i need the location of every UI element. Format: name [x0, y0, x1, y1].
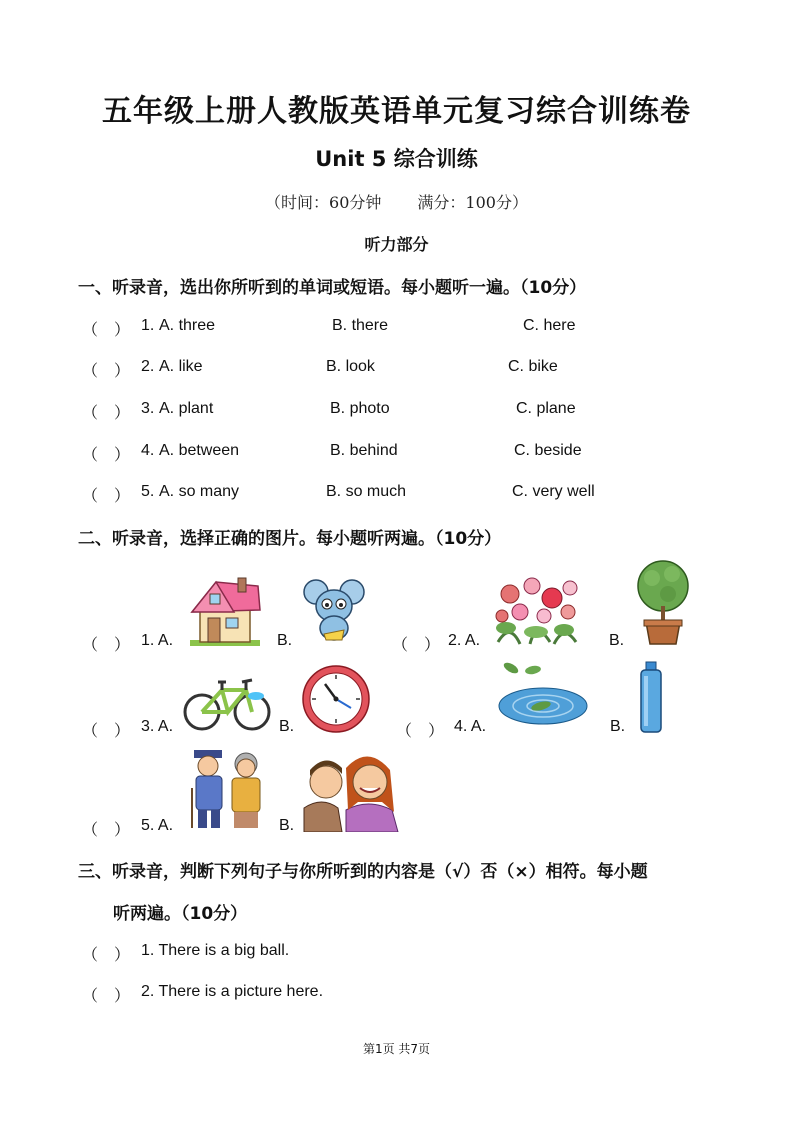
section1-heading: 一、听录音，选出你所听到的单词或短语。每小题听一遍。（10分）: [78, 278, 587, 298]
option-b: B. photo: [330, 400, 390, 417]
option-b-label: B.: [277, 632, 293, 649]
answer-blank[interactable]: （ ）: [82, 723, 131, 740]
water-bottle-picture[interactable]: [638, 660, 664, 734]
option-b-label: B.: [279, 718, 295, 735]
option-b-label: B.: [279, 817, 295, 834]
page-title: 五年级上册人教版英语单元复习综合训练卷: [102, 94, 691, 129]
option-a: A. between: [159, 442, 240, 459]
question-label: 2. A.: [448, 632, 481, 649]
answer-blank[interactable]: （ ）: [396, 723, 445, 740]
question-label: 4. A.: [454, 718, 487, 735]
unit-subtitle: Unit 5 综合训练: [315, 147, 478, 171]
answer-blank[interactable]: （ ）: [82, 363, 131, 380]
flowers-picture[interactable]: [490, 572, 582, 648]
grandparents-picture[interactable]: [188, 748, 270, 830]
option-b-label: B.: [610, 718, 626, 735]
answer-blank[interactable]: （ ）: [392, 637, 441, 654]
score-label: 满分：100分）: [417, 193, 528, 212]
bike-picture[interactable]: [182, 668, 272, 734]
mouse-picture[interactable]: [302, 578, 366, 644]
option-c: C. bike: [508, 358, 558, 375]
option-b-label: B.: [609, 632, 625, 649]
question-number: 4.: [141, 442, 155, 459]
option-b: B. look: [326, 358, 375, 375]
option-c: C. here: [523, 317, 576, 334]
answer-blank[interactable]: （ ）: [82, 637, 131, 654]
part-label: 听力部分: [364, 235, 429, 254]
question-number: 5.: [141, 483, 155, 500]
section3-heading-line1: 三、听录音，判断下列句子与你所听到的内容是（√）否（×）相符。每小题: [78, 862, 648, 882]
question-label: 3. A.: [141, 718, 174, 735]
option-b: B. behind: [330, 442, 398, 459]
leaf-on-water-picture[interactable]: [497, 660, 589, 728]
section2-heading: 二、听录音，选择正确的图片。每小题听两遍。（10分）: [78, 529, 502, 549]
option-b: B. so much: [326, 483, 407, 500]
question-number: 2.: [141, 358, 155, 375]
answer-blank[interactable]: （ ）: [82, 447, 131, 464]
answer-blank[interactable]: （ ）: [82, 822, 131, 839]
option-a: A. so many: [159, 483, 240, 500]
page-footer: 第1页 共7页: [362, 1042, 431, 1056]
question-label: 5. A.: [141, 817, 174, 834]
option-a: A. plant: [159, 400, 214, 417]
time-score-line: [0, 190, 793, 213]
answer-blank[interactable]: （ ）: [82, 988, 131, 1005]
option-c: C. plane: [516, 400, 576, 417]
answer-blank[interactable]: （ ）: [82, 322, 131, 339]
house-picture[interactable]: [186, 574, 264, 648]
time-label: （时间：60分钟: [265, 193, 382, 212]
section3-heading-line2: 听两遍。（10分）: [113, 904, 248, 924]
clock-picture[interactable]: [301, 664, 371, 734]
answer-blank[interactable]: （ ）: [82, 488, 131, 505]
answer-blank[interactable]: （ ）: [82, 947, 131, 964]
option-c: C. very well: [512, 483, 595, 500]
option-a: A. like: [159, 358, 203, 375]
option-c: C. beside: [514, 442, 582, 459]
sentence: 2. There is a picture here.: [141, 983, 324, 1000]
sentence: 1. There is a big ball.: [141, 942, 290, 959]
question-label: 1. A.: [141, 632, 174, 649]
answer-blank[interactable]: （ ）: [82, 405, 131, 422]
potted-tree-picture[interactable]: [634, 558, 692, 646]
couple-picture[interactable]: [302, 748, 406, 832]
question-number: 3.: [141, 400, 155, 417]
option-b: B. there: [332, 317, 389, 334]
question-number: 1.: [141, 317, 155, 334]
option-a: A. three: [159, 317, 216, 334]
